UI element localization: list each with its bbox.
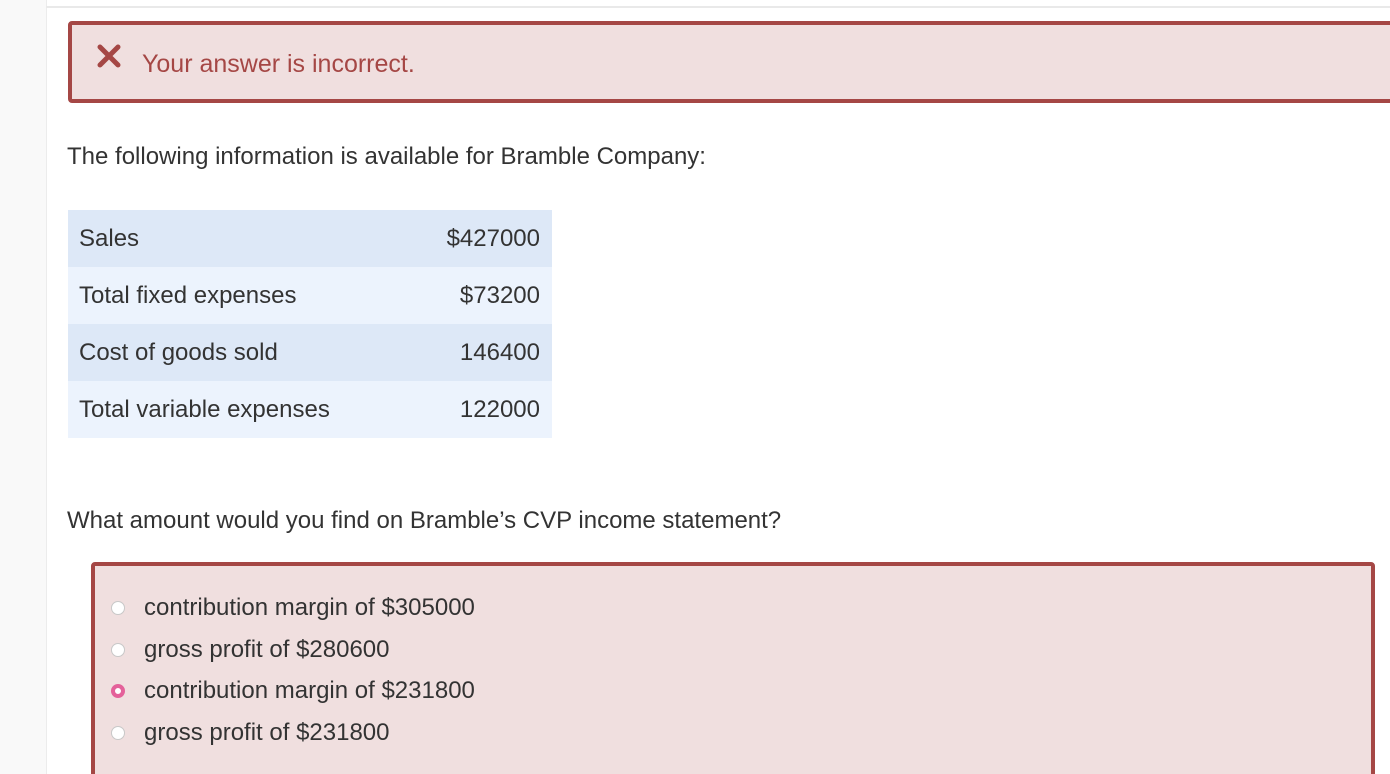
top-divider xyxy=(46,6,1390,8)
option-label: gross profit of $280600 xyxy=(144,636,390,663)
option-label: contribution margin of $231800 xyxy=(144,677,475,704)
question-text: What amount would you find on Bramble’s CVP income statement? xyxy=(67,507,782,534)
answer-options-box xyxy=(91,562,1375,774)
row-value: $73200 xyxy=(408,267,552,324)
intro-text: The following information is available for Bramble Company: xyxy=(67,143,706,170)
left-gutter xyxy=(0,0,47,774)
row-label: Cost of goods sold xyxy=(68,324,408,381)
table-row xyxy=(68,381,552,438)
option-label: gross profit of $231800 xyxy=(144,719,390,746)
radio-button[interactable] xyxy=(111,601,125,615)
row-label: Total variable expenses xyxy=(68,381,408,438)
feedback-message: Your answer is incorrect. xyxy=(142,50,415,78)
radio-button[interactable] xyxy=(111,726,125,740)
table-row xyxy=(68,324,552,381)
radio-button-selected[interactable] xyxy=(111,684,125,698)
table-row xyxy=(68,267,552,324)
row-value: 122000 xyxy=(408,381,552,438)
radio-button[interactable] xyxy=(111,643,125,657)
row-label: Total fixed expenses xyxy=(68,267,408,324)
company-info-table xyxy=(68,210,552,438)
table-row xyxy=(68,210,552,267)
row-label: Sales xyxy=(68,210,408,267)
close-icon xyxy=(94,41,124,71)
incorrect-feedback-banner xyxy=(68,21,1390,103)
row-value: $427000 xyxy=(408,210,552,267)
row-value: 146400 xyxy=(408,324,552,381)
option-label: contribution margin of $305000 xyxy=(144,594,475,621)
